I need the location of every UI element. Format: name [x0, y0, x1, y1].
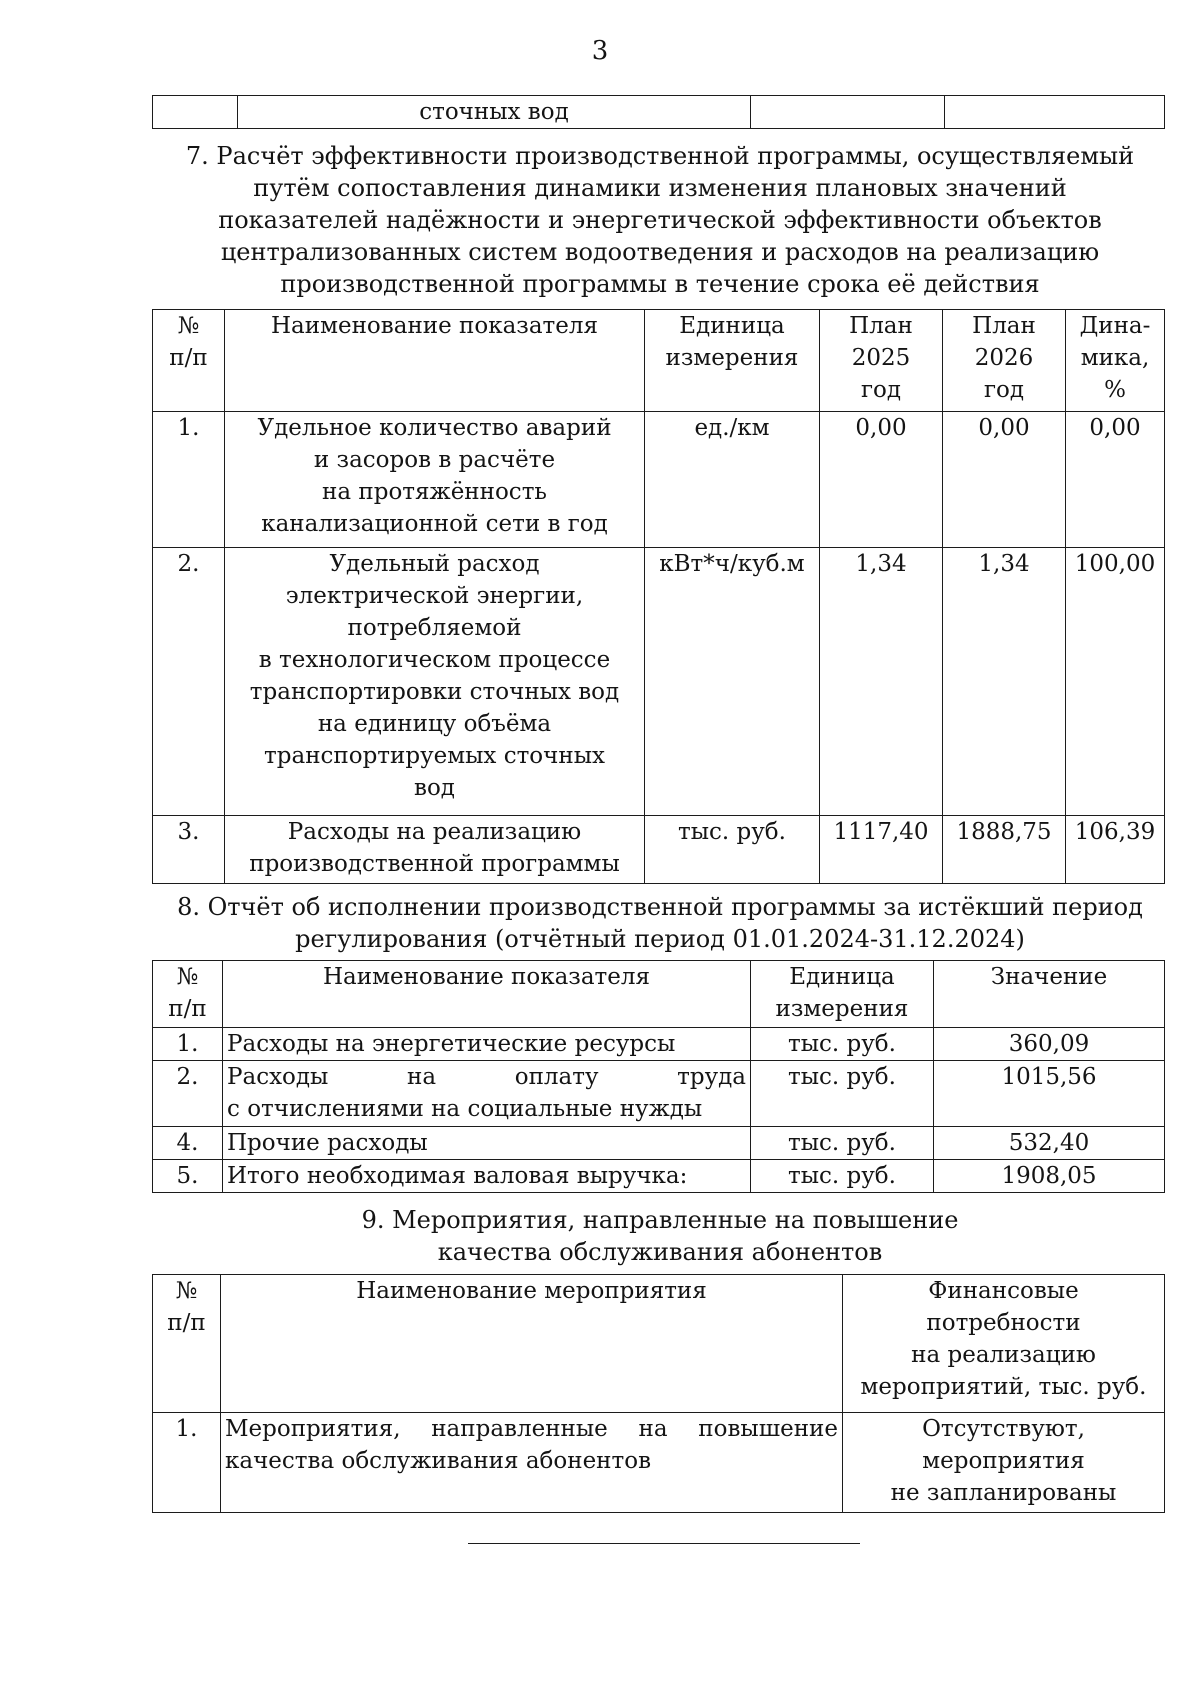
- row-unit: тыс. руб.: [751, 1061, 934, 1127]
- row-unit: тыс. руб.: [751, 1028, 934, 1061]
- row-value: 1015,56: [934, 1061, 1165, 1127]
- table-row: [153, 1127, 1165, 1160]
- row-plan-2025: 0,00: [820, 412, 943, 548]
- heading-line: качества обслуживания абонентов: [437, 1238, 883, 1266]
- row-unit: ед./км: [645, 412, 820, 548]
- fragment-cell-empty: [945, 96, 1165, 129]
- table-row: [153, 1061, 1165, 1127]
- row-num: 2.: [153, 1061, 223, 1127]
- end-of-document-rule: [468, 1543, 860, 1544]
- heading-line: 8. Отчёт об исполнении производственной программы за истёкший период: [177, 893, 1143, 921]
- row-value: 532,40: [934, 1127, 1165, 1160]
- row-finance: Отсутствуют, мероприятия не запланированы: [843, 1413, 1165, 1513]
- row-dynamics: 106,39: [1066, 816, 1165, 884]
- heading-line: производственной программы в течение срока её действия: [280, 270, 1040, 298]
- row-unit: тыс. руб.: [751, 1160, 934, 1193]
- header-name: Наименование показателя: [225, 310, 645, 412]
- header-finance: Финансовые потребности на реализацию мероприятий, тыс. руб.: [843, 1275, 1165, 1413]
- header-plan-2025: План 2025 год: [820, 310, 943, 412]
- row-name: Прочие расходы: [223, 1127, 751, 1160]
- header-unit: Единица измерения: [645, 310, 820, 412]
- section8-heading: [150, 891, 1170, 955]
- row-name: Расходы на оплату труда с отчислениями на социальные нужды: [223, 1061, 751, 1127]
- execution-report-table: [152, 960, 1165, 1193]
- header-dynamics: Дина- мика, %: [1066, 310, 1165, 412]
- section7-heading: [150, 140, 1170, 300]
- row-plan-2026: 1888,75: [943, 816, 1066, 884]
- service-quality-table: [152, 1274, 1165, 1513]
- table-header-row: [153, 1275, 1165, 1413]
- row-num: 4.: [153, 1127, 223, 1160]
- row-plan-2025: 1117,40: [820, 816, 943, 884]
- heading-line: 7. Расчёт эффективности производственной программы, осуществляемый: [185, 142, 1135, 170]
- row-unit: тыс. руб.: [751, 1127, 934, 1160]
- row-value: 360,09: [934, 1028, 1165, 1061]
- row-plan-2026: 0,00: [943, 412, 1066, 548]
- heading-line: 9. Мероприятия, направленные на повышение: [361, 1206, 959, 1234]
- table-header-row: [153, 310, 1165, 412]
- row-unit: тыс. руб.: [645, 816, 820, 884]
- fragment-cell-empty: [153, 96, 238, 129]
- row-plan-2025: 1,34: [820, 548, 943, 816]
- table-header-row: [153, 961, 1165, 1028]
- row-value: 1908,05: [934, 1160, 1165, 1193]
- row-name: Расходы на реализацию производственной программы: [225, 816, 645, 884]
- heading-line: регулирования (отчётный период 01.01.2024-31.12.2024): [295, 925, 1025, 953]
- row-name: Итого необходимая валовая выручка:: [223, 1160, 751, 1193]
- heading-line: путём сопоставления динамики изменения плановых значений: [253, 174, 1067, 202]
- row-name: Удельный расход электрической энергии, потребляемой в технологическом процессе транспортировки сточных вод на единицу объёма транспортируемых сточных вод: [225, 548, 645, 816]
- row-num: 1.: [153, 1413, 221, 1513]
- row-name: Расходы на энергетические ресурсы: [223, 1028, 751, 1061]
- row-num: 5.: [153, 1160, 223, 1193]
- row-num: 3.: [153, 816, 225, 884]
- header-num: № п/п: [153, 961, 223, 1028]
- row-unit: кВт*ч/куб.м: [645, 548, 820, 816]
- header-name: Наименование мероприятия: [221, 1275, 843, 1413]
- header-name: Наименование показателя: [223, 961, 751, 1028]
- row-name: Удельное количество аварий и засоров в расчёте на протяжённость канализационной сети в год: [225, 412, 645, 548]
- heading-line: показателей надёжности и энергетической эффективности объектов: [218, 206, 1102, 234]
- header-value: Значение: [934, 961, 1165, 1028]
- row-num: 2.: [153, 548, 225, 816]
- row-num: 1.: [153, 412, 225, 548]
- table-row: [153, 1160, 1165, 1193]
- table-row: [153, 1413, 1165, 1513]
- table-row: [153, 1028, 1165, 1061]
- table-row: [153, 412, 1165, 548]
- row-plan-2026: 1,34: [943, 548, 1066, 816]
- table-row: [153, 548, 1165, 816]
- efficiency-table: [152, 309, 1165, 884]
- row-dynamics: 100,00: [1066, 548, 1165, 816]
- header-plan-2026: План 2026 год: [943, 310, 1066, 412]
- header-unit: Единица измерения: [751, 961, 934, 1028]
- row-name: Мероприятия, направленные на повышение качества обслуживания абонентов: [221, 1413, 843, 1513]
- row-dynamics: 0,00: [1066, 412, 1165, 548]
- row-num: 1.: [153, 1028, 223, 1061]
- header-num: № п/п: [153, 310, 225, 412]
- fragment-cell-empty: [751, 96, 945, 129]
- heading-line: централизованных систем водоотведения и расходов на реализацию: [220, 238, 1100, 266]
- table-row: [153, 816, 1165, 884]
- continued-table-fragment: [152, 95, 1165, 129]
- header-num: № п/п: [153, 1275, 221, 1413]
- section9-heading: [150, 1204, 1170, 1268]
- page-number: 3: [591, 36, 609, 66]
- fragment-cell-text: сточных вод: [238, 96, 751, 129]
